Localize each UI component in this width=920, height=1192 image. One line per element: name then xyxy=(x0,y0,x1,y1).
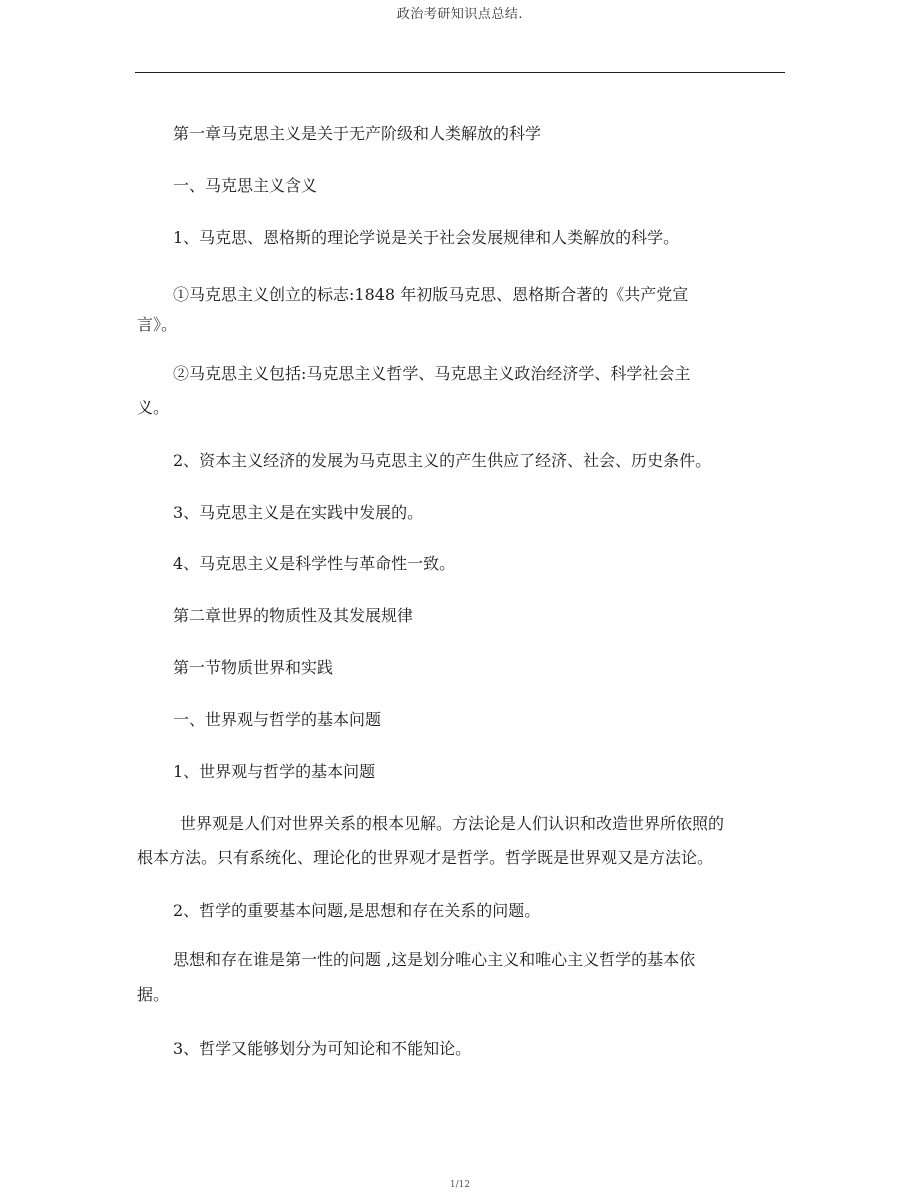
paragraph: 思想和存在谁是第一性的问题 ,这是划分唯心主义和唯心主义哲学的基本依 xyxy=(173,950,696,969)
chapter-1-heading: 第一章马克思主义是关于无产阶级和人类解放的科学 xyxy=(173,124,542,143)
page-number: 1/12 xyxy=(449,1180,471,1190)
header-rule xyxy=(135,72,785,73)
paragraph: 1、马克思、恩格斯的理论学说是关于社会发展规律和人类解放的科学。 xyxy=(173,228,680,247)
paragraph-continuation: 言》。 xyxy=(137,315,178,334)
paragraph: 3、哲学又能够划分为可知论和不能知论。 xyxy=(173,1039,472,1058)
paragraph: 世界观是人们对世界关系的根本见解。方法论是人们认识和改造世界所依照的 xyxy=(180,814,725,833)
subsection-heading: 1、世界观与哲学的基本问题 xyxy=(173,762,376,781)
paragraph-continuation: 根本方法。只有系统化、理论化的世界观才是哲学。哲学既是世界观又是方法论。 xyxy=(137,848,714,867)
paragraph: ②马克思主义包括:马克思主义哲学、马克思主义政治经济学、科学社会主 xyxy=(173,364,691,383)
paragraph: 2、资本主义经济的发展为马克思主义的产生供应了经济、社会、历史条件。 xyxy=(173,451,712,470)
paragraph: ①马克思主义创立的标志:1848 年初版马克思、恩格斯合著的《共产党宣 xyxy=(173,285,689,304)
paragraph-continuation: 义。 xyxy=(137,398,170,417)
paragraph: 2、哲学的重要基本问题,是思想和存在关系的问题。 xyxy=(173,901,541,920)
paragraph: 4、马克思主义是科学性与革命性一致。 xyxy=(173,554,456,573)
section-heading: 一、马克思主义含义 xyxy=(173,176,318,195)
paragraph-continuation: 据。 xyxy=(137,985,170,1004)
section-heading: 第一节物质世界和实践 xyxy=(173,658,334,677)
section-heading: 一、世界观与哲学的基本问题 xyxy=(173,710,382,729)
paragraph: 3、马克思主义是在实践中发展的。 xyxy=(173,503,424,522)
header-title: 政治考研知识点总结. xyxy=(396,7,524,22)
chapter-2-heading: 第二章世界的物质性及其发展规律 xyxy=(173,606,414,625)
